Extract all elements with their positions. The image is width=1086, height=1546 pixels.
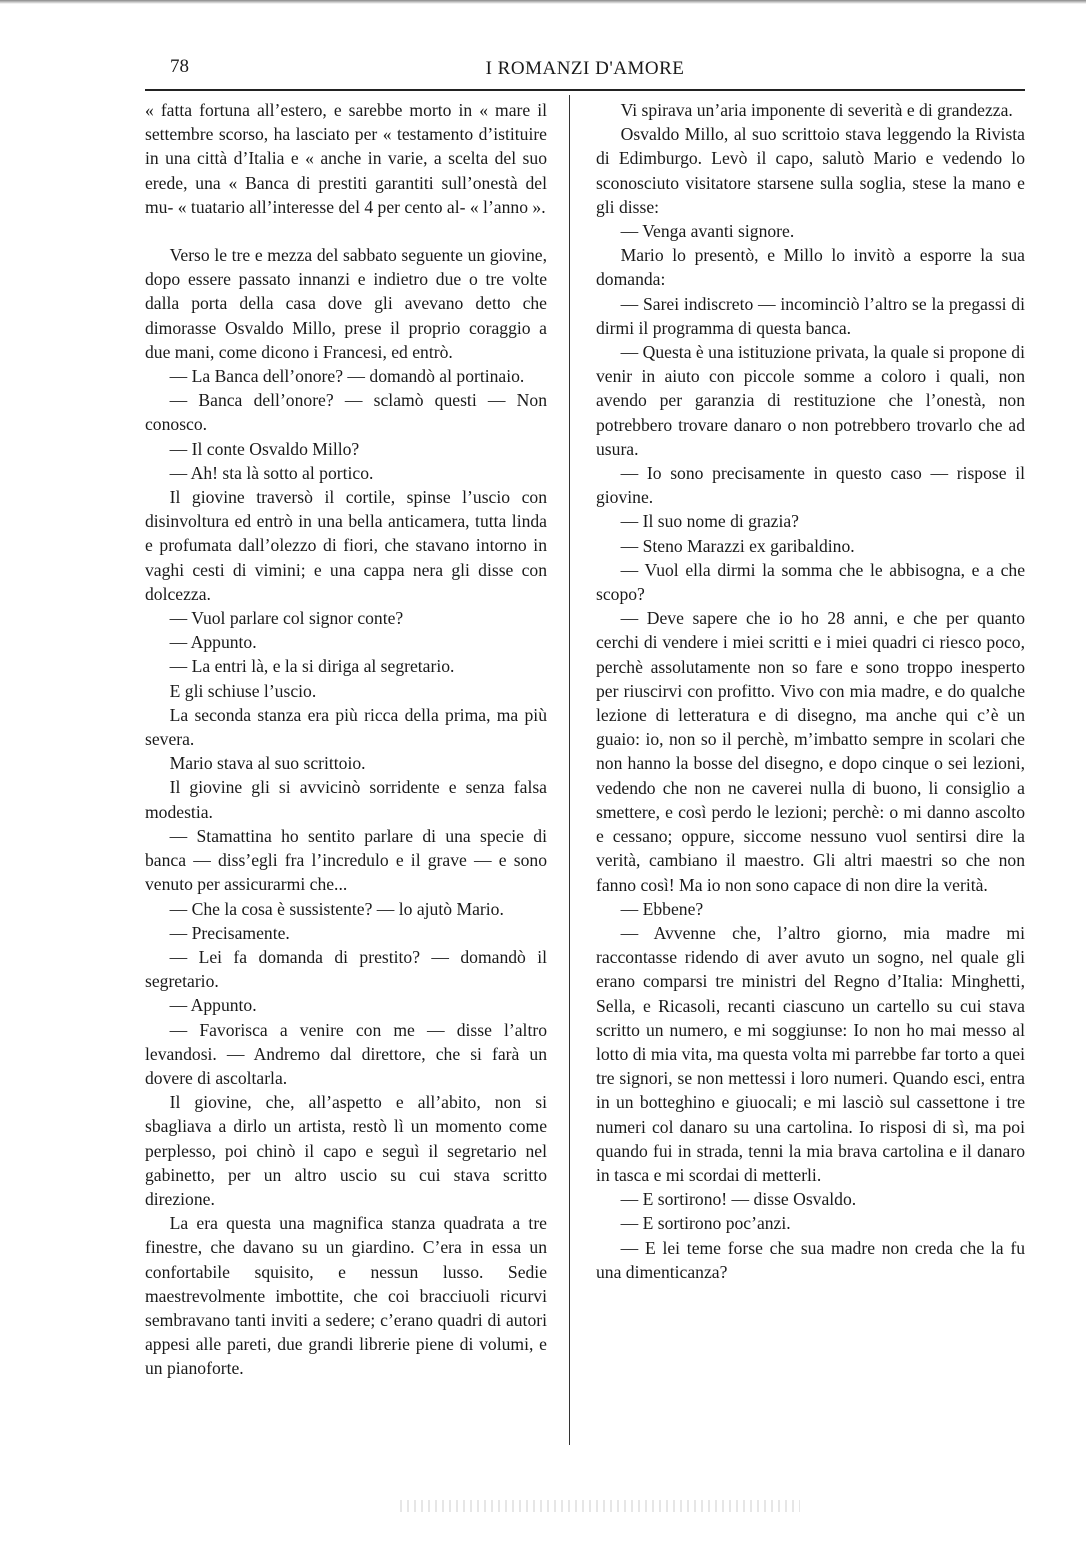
paragraph: La seconda stanza era più ricca della prima, ma più severa. bbox=[145, 704, 547, 750]
paragraph: — Steno Marazzi ex garibaldino. bbox=[620, 535, 855, 556]
scan-edge bbox=[0, 0, 1086, 4]
paragraph: — La Banca dell’onore? — domandò al portinaio. bbox=[169, 366, 525, 387]
header-rule bbox=[145, 89, 1025, 91]
paragraph: Mario stava al suo scrittoio. bbox=[169, 753, 366, 774]
page-number: 78 bbox=[170, 56, 189, 77]
paragraph: Verso le tre e mezza del sabbato seguente un giovine, dopo essere passato innanzi e indietro due o tre volte dalla porta della casa dove gli avevano detto che dimorasse Osvaldo Millo, prese il proprio coraggio a due mani, come dicono i Francesi, ed entrò. bbox=[145, 245, 547, 362]
paragraph: — Io sono precisamente in questo caso — rispose il giovine. bbox=[596, 463, 1025, 508]
paragraph: Vi spirava un’aria imponente di severità e di grandezza. bbox=[620, 100, 1013, 120]
paragraph: — Che la cosa è sussistente? — lo ajutò Mario. bbox=[169, 898, 504, 919]
paragraph: — E sortirono poc’anzi. bbox=[620, 1213, 791, 1234]
paragraph: Il giovine traversò il cortile, spinse l’uscio con disinvoltura ed entrò in una bella anticamera, tutta linda e profumata dall’olezzo di fiori, che stavano intorno in vaghi cesti di vimini; e una cappa nera gli disse con dolcezza. bbox=[145, 487, 547, 604]
paragraph: — Il suo nome di grazia? bbox=[620, 511, 799, 532]
paragraph: — Questa è una istituzione privata, la quale si propone di venir in aiuto con piccole somme a coloro i quali, non avendo per garanzia di restituzione che l’onestà, non potrebbero trovare danaro o non potrebbero trovarlo che ad usura. bbox=[596, 342, 1025, 459]
paragraph: — Precisamente. bbox=[169, 922, 290, 943]
paragraph: Il giovine, che, all’aspetto e all’abito, non si sbagliava a dirlo un artista, restò lì un momento come perplesso, poi chinò il capo e seguì il segretario nel gabinetto, per un altro uscio su cui stava scritto direzione. bbox=[145, 1092, 547, 1209]
paragraph: La era questa una magnifica stanza quadrata a tre finestre, che davano su un giardino. C’era in essa un confortabile squisito, e nessun lusso. Sedie maestrevolmente imbottite, che coi bracciuoli ricurvi sembravano tanti inviti a sedere; c’erano quadri di autori appesi alle pareti, due grandi librerie piene di volumi, e un pianoforte. bbox=[145, 1213, 547, 1379]
paragraph: — Vuol parlare col signor conte? bbox=[169, 608, 404, 629]
paragraph: — Deve sapere che io ho 28 anni, e che per quanto cerchi di vendere i miei scritti e i miei quadri ci riesco poco, perchè assolutamente non so fare e sono troppo inesperto per riuscirvi con profitto. Vivo con mia madre, e do qualche lezione di letteratura e di disegno, ma anche qui c’è un guaio: io, non so il perchè, m’imbatto sempre in scolari che non hanno la bosse del disegno, e dopo cinque o sei lezioni, vedendo che non ne caverei nulla di buono, li consiglio a smettere, e così perdo le lezioni; perchè: o mi danno ascolto e cessano; oppure, siccome nessuno vuol sentirsi dire la verità, cambiano il maestro. Gli altri maestri so che non fanno così! Ma io non sono capace di non dire la verità. bbox=[596, 608, 1025, 895]
paragraph: — Appunto. bbox=[169, 995, 257, 1016]
scan-noise bbox=[400, 1500, 800, 1512]
paragraph: — Ebbene? bbox=[620, 898, 704, 919]
paragraph: — Banca dell’onore? — sclamò questi — Non conosco. bbox=[145, 390, 547, 435]
paragraph: Il giovine gli si avvicinò sorridente e senza falsa modestia. bbox=[145, 777, 547, 822]
paragraph: — Ah! sta là sotto al portico. bbox=[169, 462, 374, 483]
paragraph: — Lei fa domanda di prestito? — domandò il segretario. bbox=[145, 946, 547, 992]
paragraph: — Vuol ella dirmi la somma che le abbisogna, e a che scopo? bbox=[596, 559, 1025, 605]
paragraph: — La entri là, e la si diriga al segretario. bbox=[169, 656, 455, 677]
column-divider bbox=[569, 95, 570, 1445]
paragraph: Mario lo presentò, e Millo lo invitò a esporre la sua domanda: bbox=[596, 245, 1025, 290]
paragraph: — Avvenne che, l’altro giorno, mia madre mi raccontasse ridendo di aver avuto un sogno, nel quale gli erano comparsi tre ministri del Regno d’Italia: Minghetti, Sella, e Ricasoli, recanti ciascuno un cartello su cui stava scritto un numero, e mi soggiunse: Io non ho mai messo al lotto di mia vita, ma questa volta mi parrebbe far torto a quei tre signori, se non mettessi i loro numeri. Quando esci, entra in un botteghino e giuocali; e mi lasciò sul cassettone i tre numeri col danaro su una cartolina. Io risposi di sì, ma poi quando fui in strada, tenni la mia brava cartolina e il danaro in tasca e mi scordai di metterli. bbox=[596, 922, 1025, 1185]
paragraph: — Appunto. bbox=[169, 632, 257, 653]
paragraph: — E sortirono! — disse Osvaldo. bbox=[620, 1189, 857, 1210]
paragraph: — Sarei indiscreto — incominciò l’altro se la pregassi di dirmi il programma di questa banca. bbox=[596, 293, 1025, 338]
paragraph: « fatta fortuna all’estero, e sarebbe morto in « mare il settembre scorso, ha lasciato per « testamento d’istituire in una città d’Italia e « anche in varie, a scelta del suo erede, una « Banca di prestiti garantiti sull’onestà del mu- « tuatario all’interesse del 4 per cento al- « l’anno ». bbox=[145, 100, 547, 217]
left-column bbox=[145, 98, 547, 1381]
paragraph: — Favorisca a venire con me — disse l’altro levandosi. — Andremo dal direttore, che si farà un dovere di ascoltarla. bbox=[145, 1019, 547, 1088]
paragraph: E gli schiuse l’uscio. bbox=[169, 680, 317, 701]
paragraph: Osvaldo Millo, al suo scrittoio stava leggendo la Rivista di Edimburgo. Levò il capo, salutò Mario e vedendo lo sconosciuto visitatore starsene sulla soglia, stese la mano e gli disse: bbox=[596, 124, 1025, 217]
paragraph: — E lei teme forse che sua madre non creda che la fu una dimenticanza? bbox=[596, 1237, 1025, 1282]
page-header bbox=[145, 52, 1025, 84]
paragraph: — Venga avanti signore. bbox=[620, 221, 795, 242]
right-column bbox=[596, 98, 1025, 1284]
paragraph: — Il conte Osvaldo Millo? bbox=[169, 438, 360, 459]
paragraph: — Stamattina ho sentito parlare di una specie di banca — diss’egli fra l’incredulo e il grave — e sono venuto per assicurarmi che... bbox=[145, 825, 547, 895]
running-title: I ROMANZI D'AMORE bbox=[485, 58, 685, 79]
